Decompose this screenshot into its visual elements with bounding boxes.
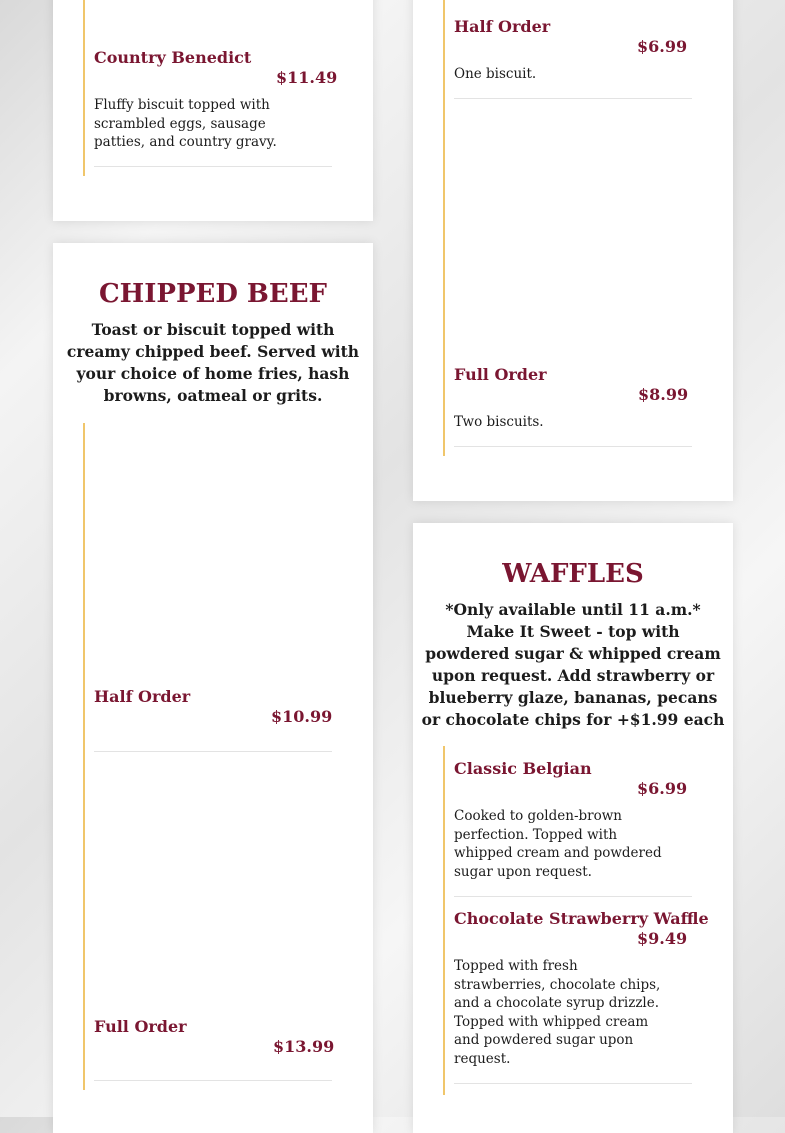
description-line: your choice of home fries, hash (76, 364, 350, 383)
menu-item-price: $11.49 (276, 68, 338, 87)
menu-item-description (454, 807, 662, 881)
item-divider (454, 1083, 692, 1084)
description-line: sugar upon request. (454, 863, 592, 880)
description-line: and powdered sugar upon (454, 1032, 634, 1048)
menu-item-name: Full Order (94, 1017, 187, 1036)
menu-item-price: $13.99 (273, 1037, 335, 1056)
description-line: blueberry glaze, bananas, pecans (428, 688, 718, 707)
menu-item-description (94, 96, 277, 152)
description-line: perfection. Topped with (454, 826, 618, 843)
menu-items-list (83, 0, 345, 176)
description-line: creamy chipped beef. Served with (66, 342, 360, 361)
menu-item-price: $8.99 (638, 385, 689, 404)
menu-card-waffles (413, 523, 733, 1133)
menu-card-country-benedict (53, 0, 373, 221)
description-line: request. (454, 1050, 511, 1067)
description-line: whipped cream and powdered (454, 845, 662, 861)
menu-item-price: $6.99 (637, 779, 688, 798)
menu-item-price: $10.99 (271, 707, 333, 726)
description-line: Topped with fresh (454, 958, 578, 974)
menu-item-name: Half Order (454, 17, 551, 36)
description-line: strawberries, chocolate chips, (454, 976, 661, 993)
menu-items-list (443, 0, 705, 456)
section-description (413, 599, 733, 731)
item-divider (454, 446, 692, 447)
item-divider (94, 1080, 332, 1081)
description-line: Make It Sweet - top with (466, 622, 680, 641)
menu-item-price: $6.99 (637, 37, 688, 56)
menu-items-list (83, 423, 345, 1090)
menu-item-name: Chocolate Strawberry Waffle (454, 909, 709, 928)
section-title: CHIPPED BEEF (98, 279, 327, 309)
menu-item-description (454, 957, 660, 1068)
menu-item-price: $9.49 (637, 929, 688, 948)
menu-item-name: Classic Belgian (454, 759, 592, 778)
description-line: scrambled eggs, sausage (94, 115, 266, 132)
menu-item-name: Country Benedict (94, 48, 252, 67)
menu-items-list (443, 746, 709, 1095)
menu-item-description: One biscuit. (454, 66, 537, 82)
description-line: Toast or biscuit topped with (91, 320, 335, 339)
item-divider (454, 98, 692, 99)
description-line: upon request. Add strawberry or (431, 666, 715, 685)
description-line: Fluffy biscuit topped with (94, 97, 270, 113)
item-divider (94, 166, 332, 167)
description-line: *Only available until 11 a.m.* (445, 600, 701, 619)
description-line: patties, and country gravy. (94, 134, 277, 150)
menu-card-chipped-beef (53, 243, 373, 1133)
description-line: browns, oatmeal or grits. (103, 386, 323, 405)
section-description (53, 319, 373, 407)
menu-card-biscuits (413, 0, 733, 501)
description-line: Cooked to golden-brown (454, 808, 622, 824)
menu-item-description: Two biscuits. (454, 414, 544, 430)
item-divider (94, 751, 332, 752)
description-line: Topped with whipped cream (454, 1013, 649, 1030)
description-line: and a chocolate syrup drizzle. (454, 995, 660, 1011)
item-divider (454, 896, 692, 897)
description-line: powdered sugar & whipped cream (425, 644, 721, 663)
menu-item-name: Half Order (94, 687, 191, 706)
description-line: or chocolate chips for +$1.99 each (421, 710, 725, 729)
section-title: WAFFLES (502, 559, 644, 589)
menu-item-name: Full Order (454, 365, 547, 384)
